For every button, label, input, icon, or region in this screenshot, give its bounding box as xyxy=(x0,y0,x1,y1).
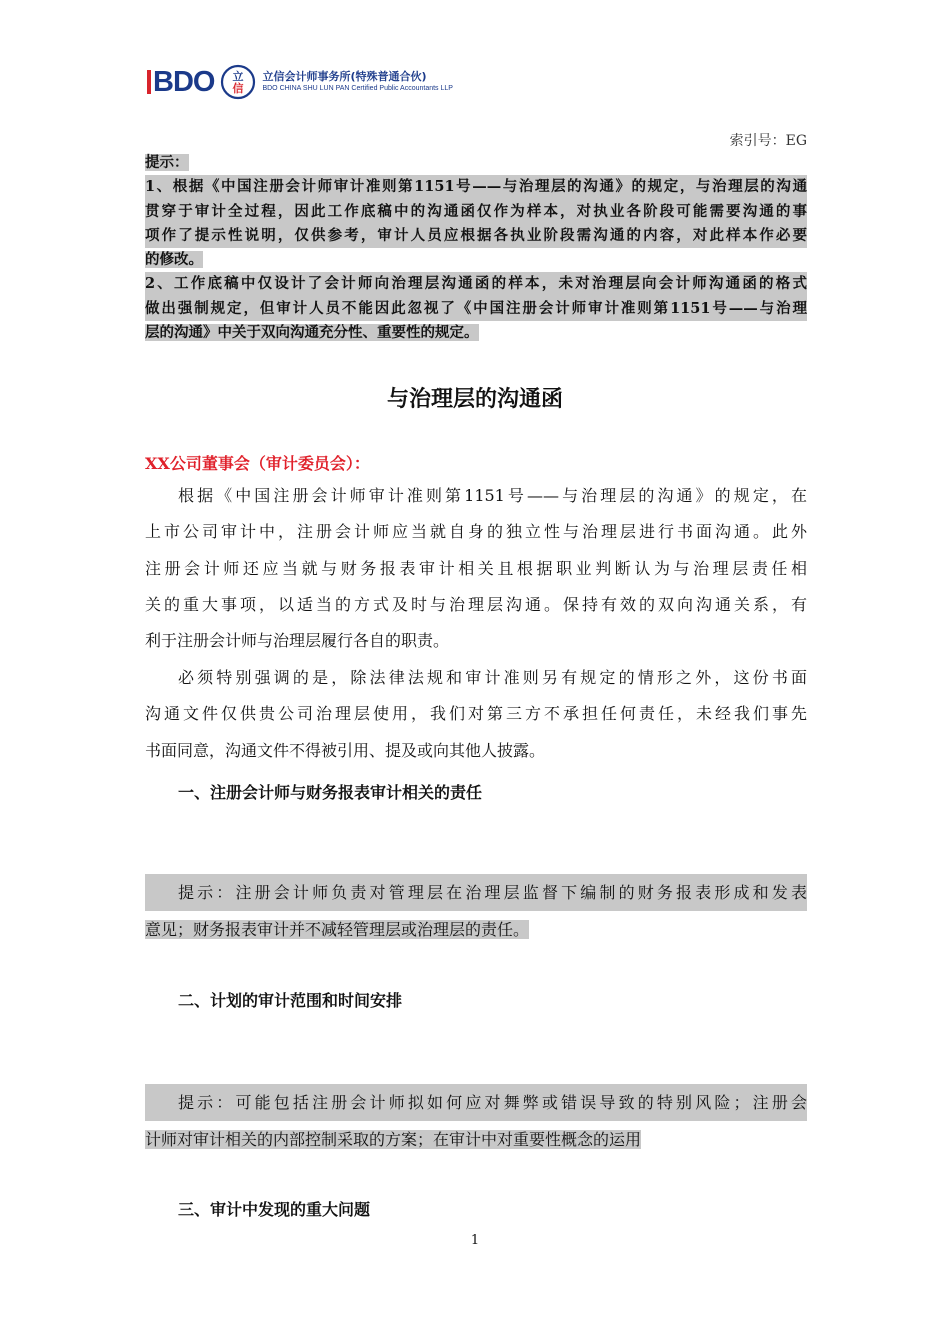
section-heading-2: 二、计划的审计范围和时间安排 xyxy=(178,991,403,1010)
addressee: XX公司董事会（审计委员会）： xyxy=(145,454,370,473)
text-line: 上市公司审计中，注册会计师应当就自身的独立性与治理层进行书面沟通。此外 xyxy=(145,522,807,542)
hint-block xyxy=(145,151,807,345)
firm-logo xyxy=(147,64,453,100)
text-line: 沟通文件仅供贵公司治理层使用，我们对第三方不承担任何责任，未经我们事先 xyxy=(145,704,807,724)
text-line: 注册会计师还应当就与财务报表审计相关且根据职业判断认为与治理层责任相 xyxy=(145,558,807,578)
hint-line: 项作了提示性说明，仅供参考，审计人员应根据各执业阶段需沟通的内容，对此样本作必要 xyxy=(145,224,807,248)
firm-name-en: BDO CHINA SHU LUN PAN Certified Public Accountants LLP xyxy=(262,85,453,92)
seal-char-top: 立 xyxy=(232,70,244,83)
hint-line: 的修改。 xyxy=(145,251,203,269)
tip-line: 计师对审计相关的内部控制采取的方案；在审计中对重要性概念的运用 xyxy=(145,1130,642,1149)
hint-line: 提示： xyxy=(145,154,189,171)
section-heading-1: 一、注册会计师与财务报表审计相关的责任 xyxy=(178,783,483,802)
section-heading-3: 三、审计中发现的重大问题 xyxy=(178,1200,371,1219)
text-line: 根据《中国注册会计师审计准则第1151号——与治理层的沟通》的规定，在 xyxy=(178,486,807,505)
hint-line: 1、根据《中国注册会计师审计准则第1151号——与治理层的沟通》的规定，与治理层的沟通 xyxy=(145,175,807,199)
paragraph-intro xyxy=(145,478,807,659)
tip-line: 提示：可能包括注册会计师拟如何应对舞弊或错误导致的特别风险；注册会 xyxy=(145,1084,807,1121)
section-tip-2 xyxy=(145,1084,807,1158)
document-title: 与治理层的沟通函 xyxy=(386,386,563,412)
paragraph-disclaimer xyxy=(145,660,807,769)
firm-name-cn: 立信会计师事务所(特殊普通合伙) xyxy=(262,70,427,83)
text-line: 利于注册会计师与治理层履行各自的职责。 xyxy=(145,631,450,651)
page-number: 1 xyxy=(470,1233,480,1248)
text-line: 必须特别强调的是，除法律法规和审计准则另有规定的情形之外，这份书面 xyxy=(178,668,807,687)
seal-icon xyxy=(220,64,256,100)
hint-line: 2、工作底稿中仅设计了会计师向治理层沟通函的样本，未对治理层向会计师沟通函的格式 xyxy=(145,272,807,296)
section-tip-1 xyxy=(145,874,807,948)
seal-char-bottom: 信 xyxy=(232,82,244,95)
index-number: 索引号：EG xyxy=(729,133,807,149)
hint-line: 贯穿于审计全过程，因此工作底稿中的沟通函仅作为样本，对执业各阶段可能需要沟通的事 xyxy=(145,200,807,224)
text-line: 关的重大事项，以适当的方式及时与治理层沟通。保持有效的双向沟通关系，有 xyxy=(145,594,807,614)
hint-line: 做出强制规定，但审计人员不能因此忽视了《中国注册会计师审计准则第1151号——与治理 xyxy=(145,297,807,321)
tip-line: 意见；财务报表审计并不减轻管理层或治理层的责任。 xyxy=(145,920,530,939)
text-line: 书面同意，沟通文件不得被引用、提及或向其他人披露。 xyxy=(145,740,546,760)
bdo-wordmark: BDO xyxy=(147,66,214,99)
hint-line: 层的沟通》中关于双向沟通充分性、重要性的规定。 xyxy=(145,324,479,342)
tip-line: 提示：注册会计师负责对管理层在治理层监督下编制的财务报表形成和发表 xyxy=(145,874,807,911)
